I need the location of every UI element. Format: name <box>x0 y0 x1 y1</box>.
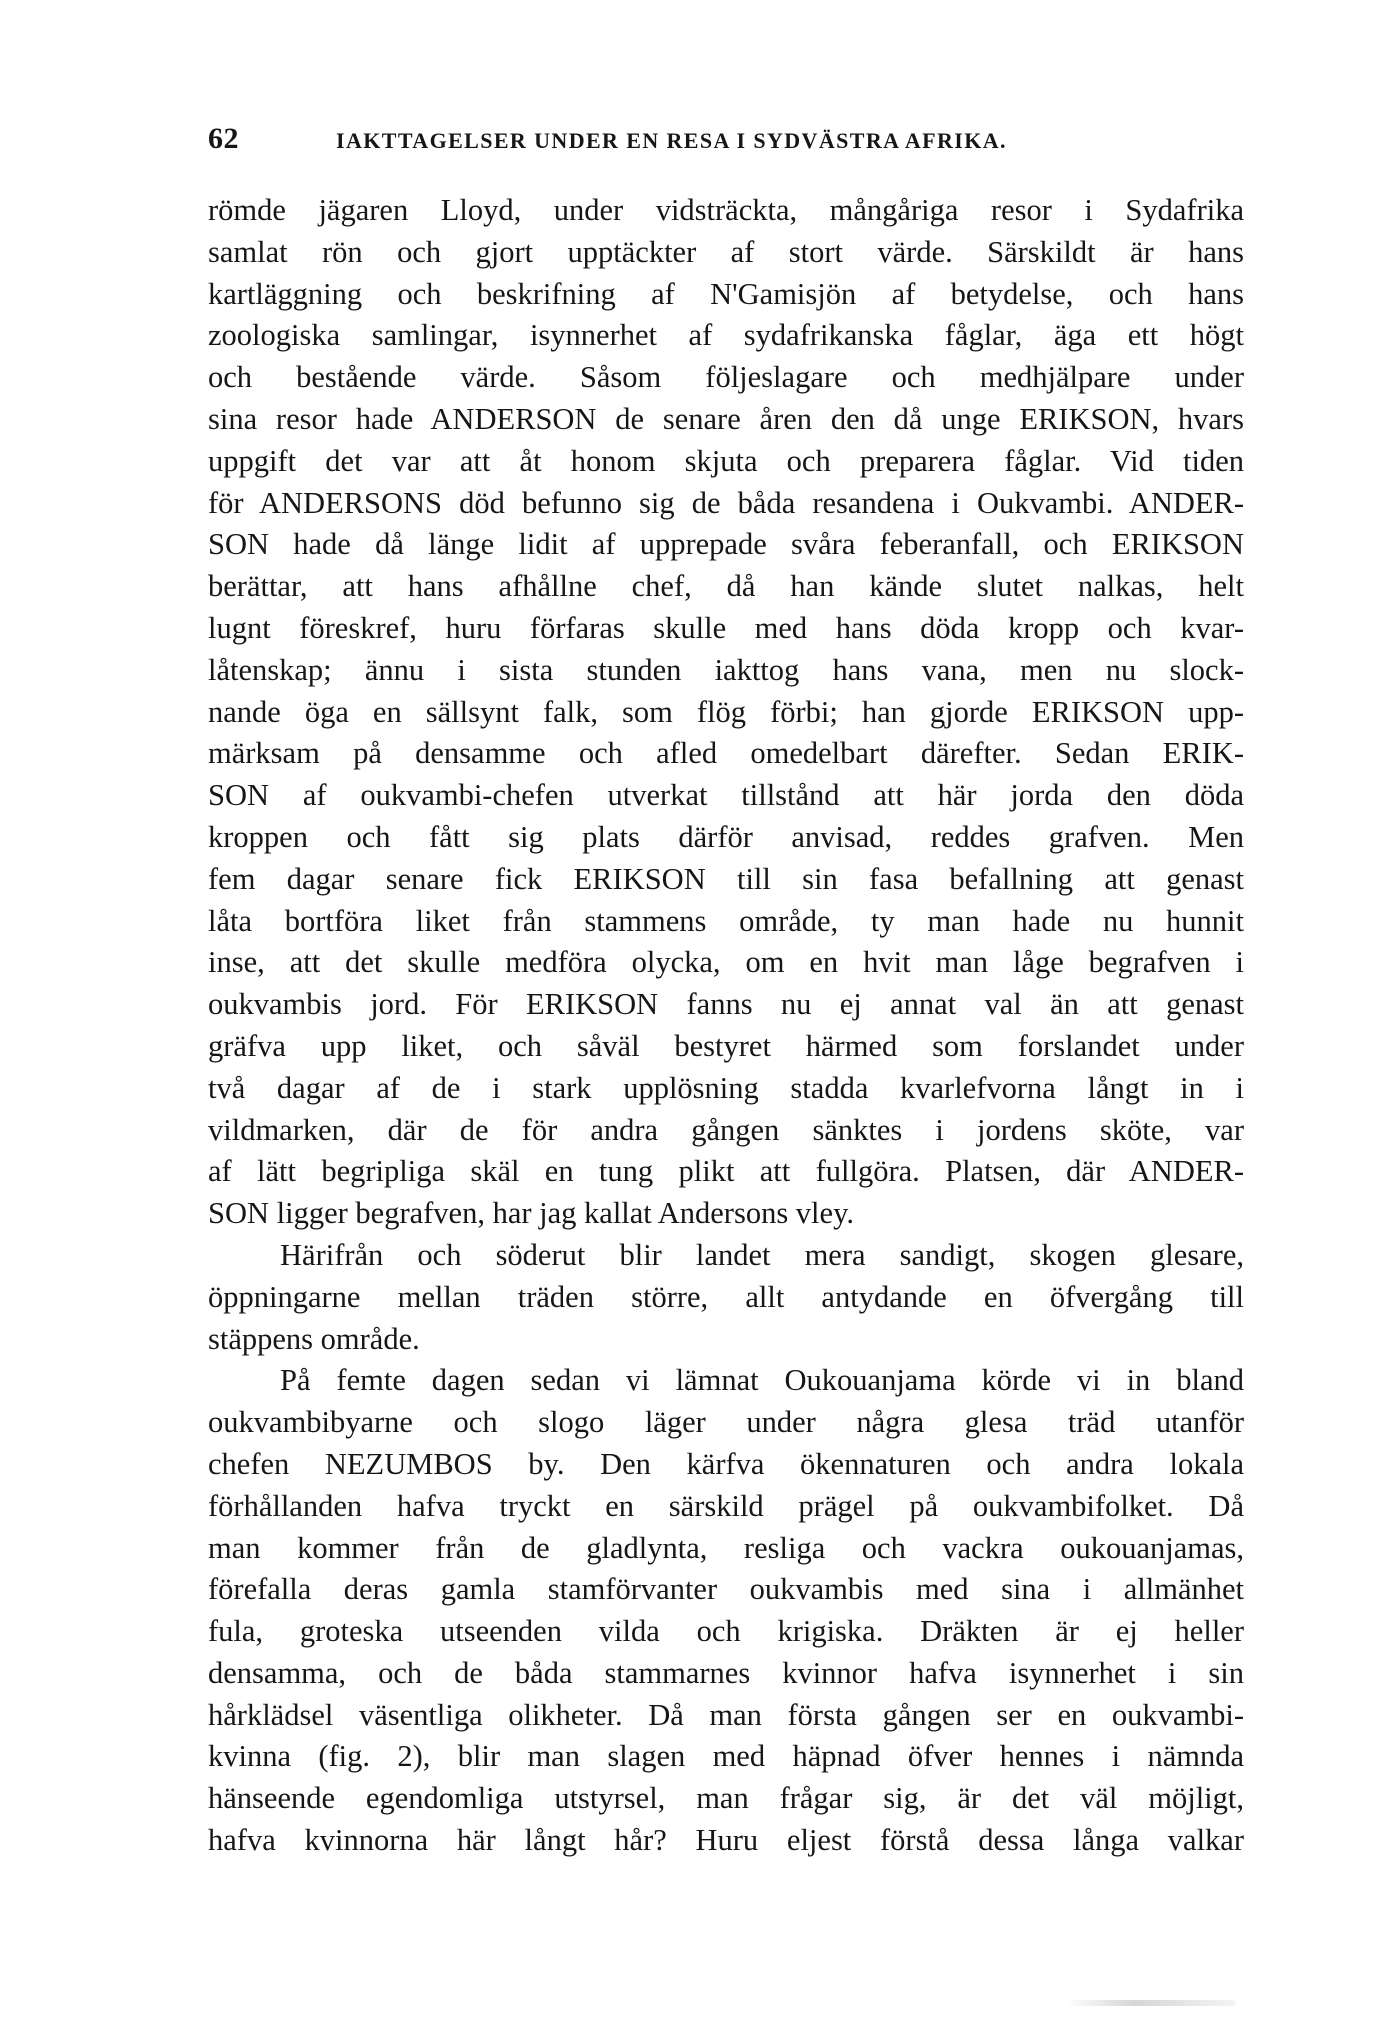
text-line: vildmarken, där de för andra gången sänktes i jordens sköte, var <box>208 1112 1244 1147</box>
text-line: oukvambibyarne och slogo läger under några glesa träd utanför <box>208 1405 1244 1440</box>
text-line: SON ligger begrafven, har jag kallat Andersons vley. <box>208 1196 854 1231</box>
page-header <box>208 122 1244 172</box>
text-line: hårklädsel väsentliga olikheter. Då man första gången ser en oukvambi- <box>208 1697 1244 1732</box>
scan-blemish <box>1066 2000 1236 2006</box>
text-line: SON hade då länge lidit af upprepade svåra feberanfall, och ERIKSON <box>208 527 1244 562</box>
text-line: lugnt föreskref, huru förfaras skulle med hans döda kropp och kvar- <box>208 610 1244 645</box>
text-line: för ANDERSONS död befunno sig de båda resandena i Oukvambi. ANDER- <box>208 485 1244 520</box>
text-line: förhållanden hafva tryckt en särskild prägel på oukvambifolket. Då <box>208 1488 1244 1523</box>
text-line: låtenskap; ännu i sista stunden iakttog hans vana, men nu slock- <box>208 652 1244 687</box>
text-line: inse, att det skulle medföra olycka, om en hvit man låge begrafven i <box>208 945 1244 980</box>
text-line: oukvambis jord. För ERIKSON fanns nu ej annat val än att genast <box>208 987 1244 1022</box>
text-line: SON af oukvambi-chefen utverkat tillstånd att här jorda den döda <box>208 778 1244 813</box>
text-line: och bestående värde. Såsom följeslagare och medhjälpare under <box>208 360 1244 395</box>
text-line: römde jägaren Lloyd, under vidsträckta, mångåriga resor i Sydafrika <box>208 193 1244 227</box>
text-line: chefen NEZUMBOS by. Den kärfva ökennaturen och andra lokala <box>208 1446 1244 1481</box>
page-number: 62 <box>208 122 239 155</box>
text-line: samlat rön och gjort upptäckter af stort värde. Särskildt är hans <box>208 234 1244 269</box>
paragraph-first-line: På femte dagen sedan vi lämnat Oukouanjama körde vi in bland <box>280 1363 1244 1398</box>
text-line: stäppens område. <box>208 1321 420 1356</box>
book-page <box>208 122 1244 1862</box>
text-line: förefalla deras gamla stamförvanter oukvambis med sina i allmänhet <box>208 1572 1244 1607</box>
text-line: märksam på densamme och afled omedelbart därefter. Sedan ERIK- <box>208 736 1244 771</box>
text-line: fula, groteska utseenden vilda och krigiska. Dräkten är ej heller <box>208 1614 1244 1649</box>
text-line: fem dagar senare fick ERIKSON till sin fasa befallning att genast <box>208 861 1244 896</box>
text-line: uppgift det var att åt honom skjuta och preparera fåglar. Vid tiden <box>208 443 1244 478</box>
text-line: sina resor hade ANDERSON de senare åren den då unge ERIKSON, hvars <box>208 401 1244 436</box>
text-line: man kommer från de gladlynta, resliga och vackra oukouanjamas, <box>208 1530 1244 1565</box>
text-line: hafva kvinnorna här långt hår? Huru eljest förstå dessa långa valkar <box>208 1823 1244 1858</box>
running-title: IAKTTAGELSER UNDER EN RESA I SYDVÄSTRA AFRIKA. <box>336 128 1007 153</box>
text-line: berättar, att hans afhållne chef, då han kände slutet nalkas, helt <box>208 569 1244 604</box>
text-line: kroppen och fått sig plats därför anvisad, reddes grafven. Men <box>208 819 1244 854</box>
text-line: nande öga en sällsynt falk, som flög förbi; han gjorde ERIKSON upp- <box>208 694 1244 729</box>
body-text <box>208 190 1244 1862</box>
text-line: kartläggning och beskrifning af N'Gamisjön af betydelse, och hans <box>208 276 1244 311</box>
text-line: öppningarne mellan träden större, allt antydande en öfvergång till <box>208 1279 1244 1314</box>
text-line: gräfva upp liket, och såväl bestyret härmed som forslandet under <box>208 1028 1244 1063</box>
text-line: låta bortföra liket från stammens område, ty man hade nu hunnit <box>208 903 1244 938</box>
text-line: hänseende egendomliga utstyrsel, man frågar sig, är det väl möjligt, <box>208 1781 1244 1816</box>
text-line: af lätt begripliga skäl en tung plikt att fullgöra. Platsen, där ANDER- <box>208 1154 1244 1189</box>
text-line: densamma, och de båda stammarnes kvinnor hafva isynnerhet i sin <box>208 1655 1244 1690</box>
text-line: två dagar af de i stark upplösning stadda kvarlefvorna långt in i <box>208 1070 1244 1105</box>
paragraph-first-line: Härifrån och söderut blir landet mera sandigt, skogen glesare, <box>280 1237 1244 1272</box>
text-line: kvinna (fig. 2), blir man slagen med häpnad öfver hennes i nämnda <box>208 1739 1244 1774</box>
text-line: zoologiska samlingar, isynnerhet af sydafrikanska fåglar, äga ett högt <box>208 318 1244 353</box>
